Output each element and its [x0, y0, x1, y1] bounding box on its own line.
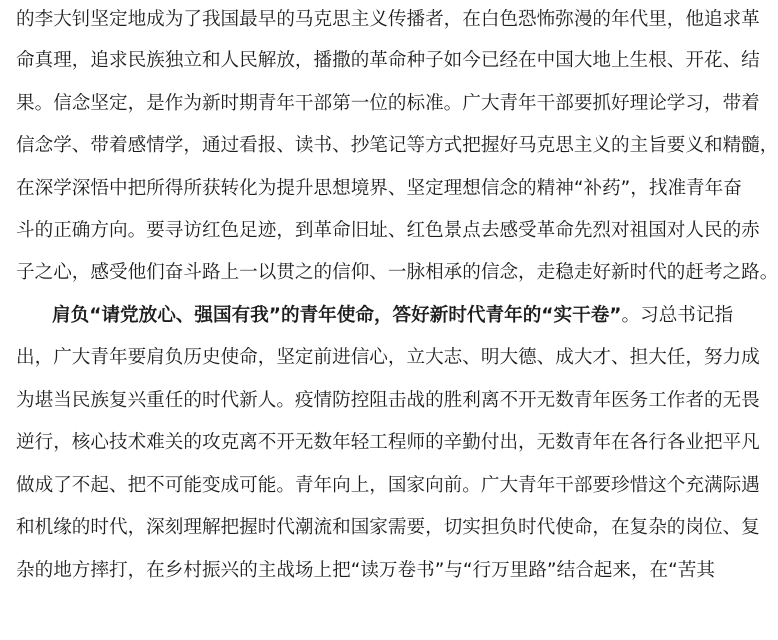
paragraph-heading-line: [52, 305, 734, 327]
text-line: 为堪当民族复兴重任的时代新人。疫情防控阻击战的胜利离不开无数青年医务工作者的无畏: [16, 390, 760, 411]
text-line: 命真理，追求民族独立和人民解放，播撒的革命种子如今已经在中国大地上生根、开花、结: [16, 50, 760, 71]
text-line: 子之心，感受他们奋斗路上一以贯之的信仰、一脉相承的信念，走稳走好新时代的赶考之路。: [16, 262, 778, 283]
text-line: 出，广大青年要肩负历史使命，坚定前进信心，立大志、明大德、成大才、担大任，努力成: [16, 347, 760, 368]
paragraph-heading-rest: 。习总书记指: [621, 305, 734, 326]
text-line: 的李大钊坚定地成为了我国最早的马克思主义传播者，在白色恐怖弥漫的年代里，他追求革: [16, 9, 760, 30]
text-line: 杂的地方摔打，在乡村振兴的主战场上把“读万卷书”与“行万里路”结合起来，在“苦其: [16, 560, 715, 581]
text-line: 和机缘的时代，深刻理解把握时代潮流和国家需要，切实担负时代使命，在复杂的岗位、复: [16, 517, 760, 538]
text-line: 在深学深悟中把所得所获转化为提升思想境界、坚定理想信念的精神“补药”，找准青年奋: [16, 178, 742, 199]
paragraph-heading: 肩负“请党放心、强国有我”的青年使命，答好新时代青年的“实干卷”: [52, 305, 622, 326]
text-line: 斗的正确方向。要寻访红色足迹，到革命旧址、红色景点去感受革命先烈对祖国对人民的赤: [16, 220, 760, 241]
text-line: 逆行，核心技术难关的攻克离不开无数年轻工程师的辛勤付出，无数青年在各行各业把平凡: [16, 432, 760, 453]
text-line: 果。信念坚定，是作为新时期青年干部第一位的标准。广大青年干部要抓好理论学习，带着: [16, 93, 760, 114]
text-line: 做成了不起、把不可能变成可能。青年向上，国家向前。广大青年干部要珍惜这个充满际遇: [16, 475, 760, 496]
text-line: 信念学、带着感情学，通过看报、读书、抄笔记等方式把握好马克思主义的主旨要义和精髓，: [16, 135, 778, 156]
